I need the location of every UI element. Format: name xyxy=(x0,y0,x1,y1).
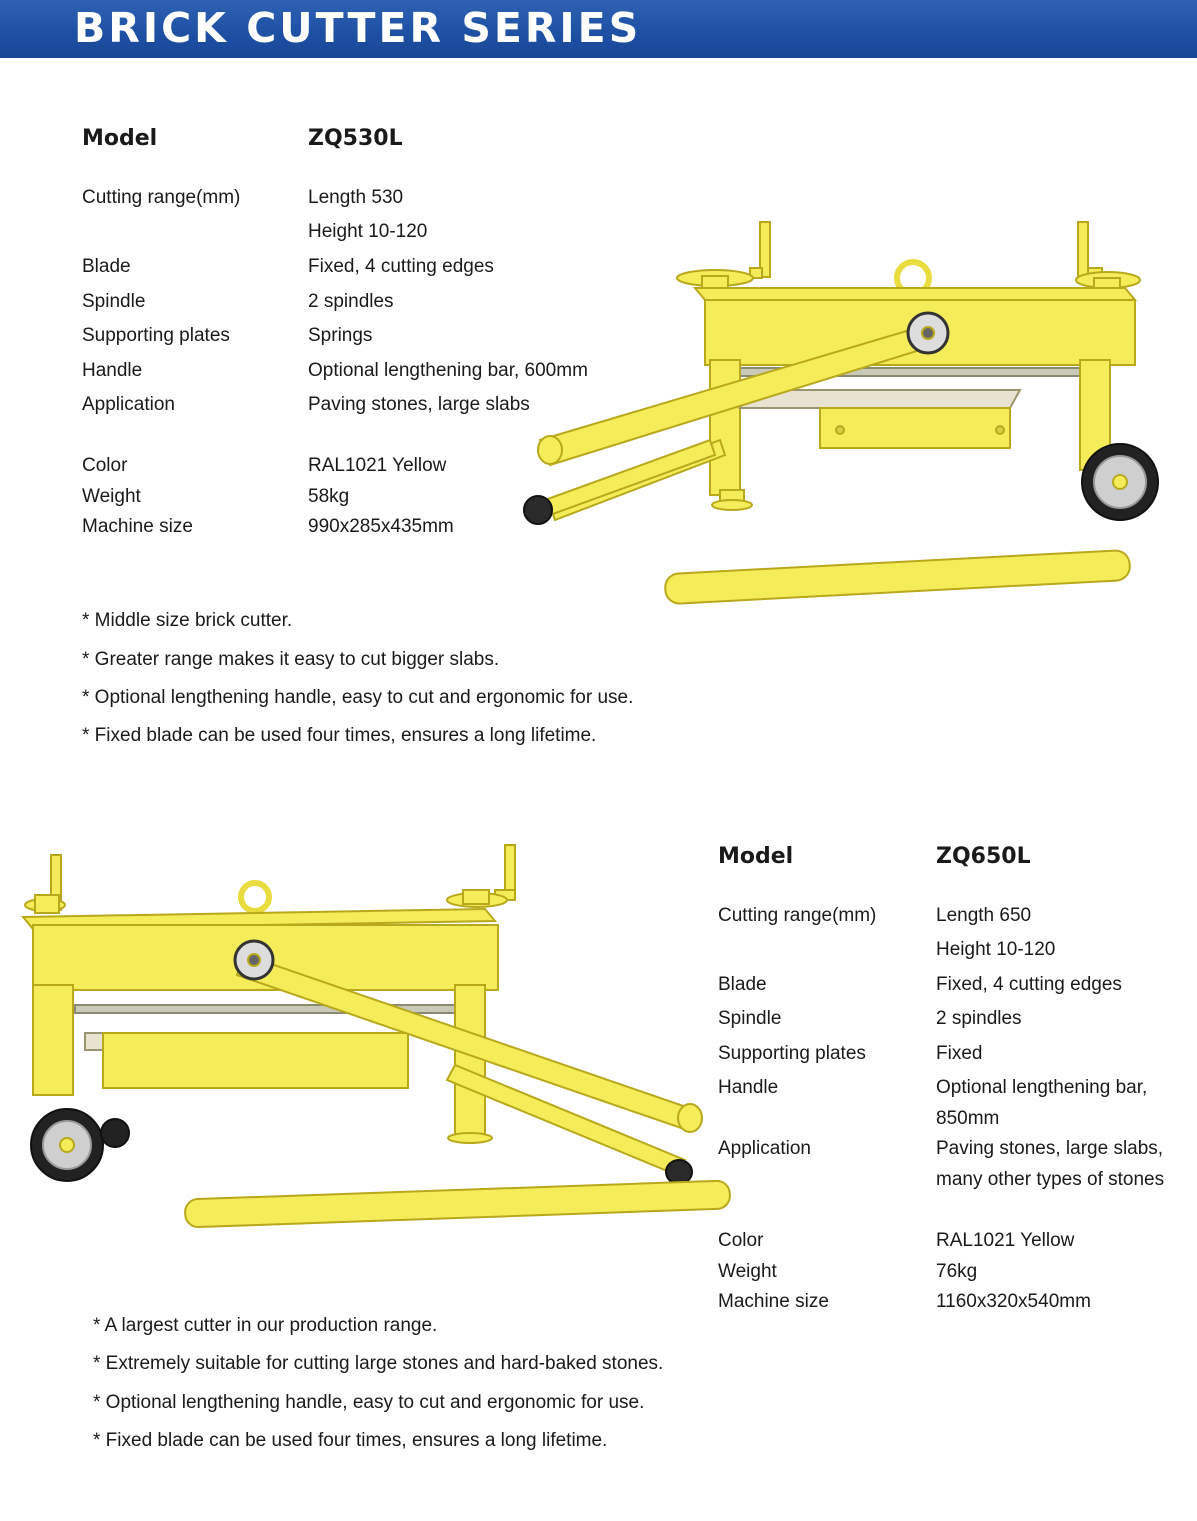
spec-label: Supporting plates xyxy=(718,1043,866,1064)
spec-value: Height 10-120 xyxy=(308,221,428,242)
spec-label: Machine size xyxy=(718,1291,829,1312)
spec-label: Handle xyxy=(82,360,143,381)
feature-note: * Fixed blade can be used four times, ensures a long lifetime. xyxy=(82,725,597,746)
model-label: Model xyxy=(718,844,794,869)
spec-value: 76kg xyxy=(936,1261,978,1282)
feature-note: * A largest cutter in our production range. xyxy=(93,1315,438,1336)
spec-label: Weight xyxy=(82,486,141,507)
spec-value: RAL1021 Yellow xyxy=(308,455,447,476)
spec-label: Blade xyxy=(718,974,767,995)
spec-value: Fixed, 4 cutting edges xyxy=(308,256,494,277)
spec-label: Handle xyxy=(718,1077,779,1098)
model-label: Model xyxy=(82,126,158,151)
spec-value: 1160x320x540mm xyxy=(936,1291,1091,1312)
spec-label: Color xyxy=(718,1230,764,1251)
header-banner xyxy=(0,0,1197,58)
brick-cutter-zq530l-image xyxy=(510,210,1170,610)
spec-value: RAL1021 Yellow xyxy=(936,1230,1075,1251)
spec-label: Color xyxy=(82,455,128,476)
spec-label: Supporting plates xyxy=(82,325,230,346)
spec-value: Length 530 xyxy=(308,187,404,208)
spec-value: Fixed, 4 cutting edges xyxy=(936,974,1122,995)
model-name: ZQ530L xyxy=(308,126,403,151)
spec-label: Spindle xyxy=(82,291,146,312)
feature-note: * Fixed blade can be used four times, ensures a long lifetime. xyxy=(93,1430,608,1451)
spec-value: 58kg xyxy=(308,486,350,507)
spec-label: Spindle xyxy=(718,1008,782,1029)
page-title: BRICK CUTTER SERIES xyxy=(74,4,642,52)
spec-value: Springs xyxy=(308,325,373,346)
spec-value: 990x285x435mm xyxy=(308,516,454,537)
feature-note: * Optional lengthening handle, easy to cut and ergonomic for use. xyxy=(93,1392,645,1413)
feature-note: * Middle size brick cutter. xyxy=(82,610,293,631)
spec-value: Length 650 xyxy=(936,905,1032,926)
spec-value: 850mm xyxy=(936,1108,1000,1129)
spec-label: Application xyxy=(718,1138,811,1159)
spec-value: 2 spindles xyxy=(308,291,394,312)
spec-value: Paving stones, large slabs, xyxy=(936,1138,1164,1159)
spec-value: many other types of stones xyxy=(936,1169,1165,1190)
spec-label: Cutting range(mm) xyxy=(718,905,877,926)
spec-value: Optional lengthening bar, 600mm xyxy=(308,360,588,381)
model-name: ZQ650L xyxy=(936,844,1031,869)
spec-value: 2 spindles xyxy=(936,1008,1022,1029)
feature-note: * Greater range makes it easy to cut bigger slabs. xyxy=(82,649,500,670)
spec-value: Optional lengthening bar, xyxy=(936,1077,1148,1098)
spec-value: Paving stones, large slabs xyxy=(308,394,530,415)
brick-cutter-zq650l-image xyxy=(15,835,735,1235)
spec-label: Application xyxy=(82,394,175,415)
spec-label: Blade xyxy=(82,256,131,277)
spec-label: Machine size xyxy=(82,516,193,537)
feature-note: * Extremely suitable for cutting large stones and hard-baked stones. xyxy=(93,1353,664,1374)
spec-value: Fixed xyxy=(936,1043,983,1064)
spec-label: Weight xyxy=(718,1261,777,1282)
feature-note: * Optional lengthening handle, easy to cut and ergonomic for use. xyxy=(82,687,634,708)
spec-value: Height 10-120 xyxy=(936,939,1056,960)
spec-label: Cutting range(mm) xyxy=(82,187,241,208)
